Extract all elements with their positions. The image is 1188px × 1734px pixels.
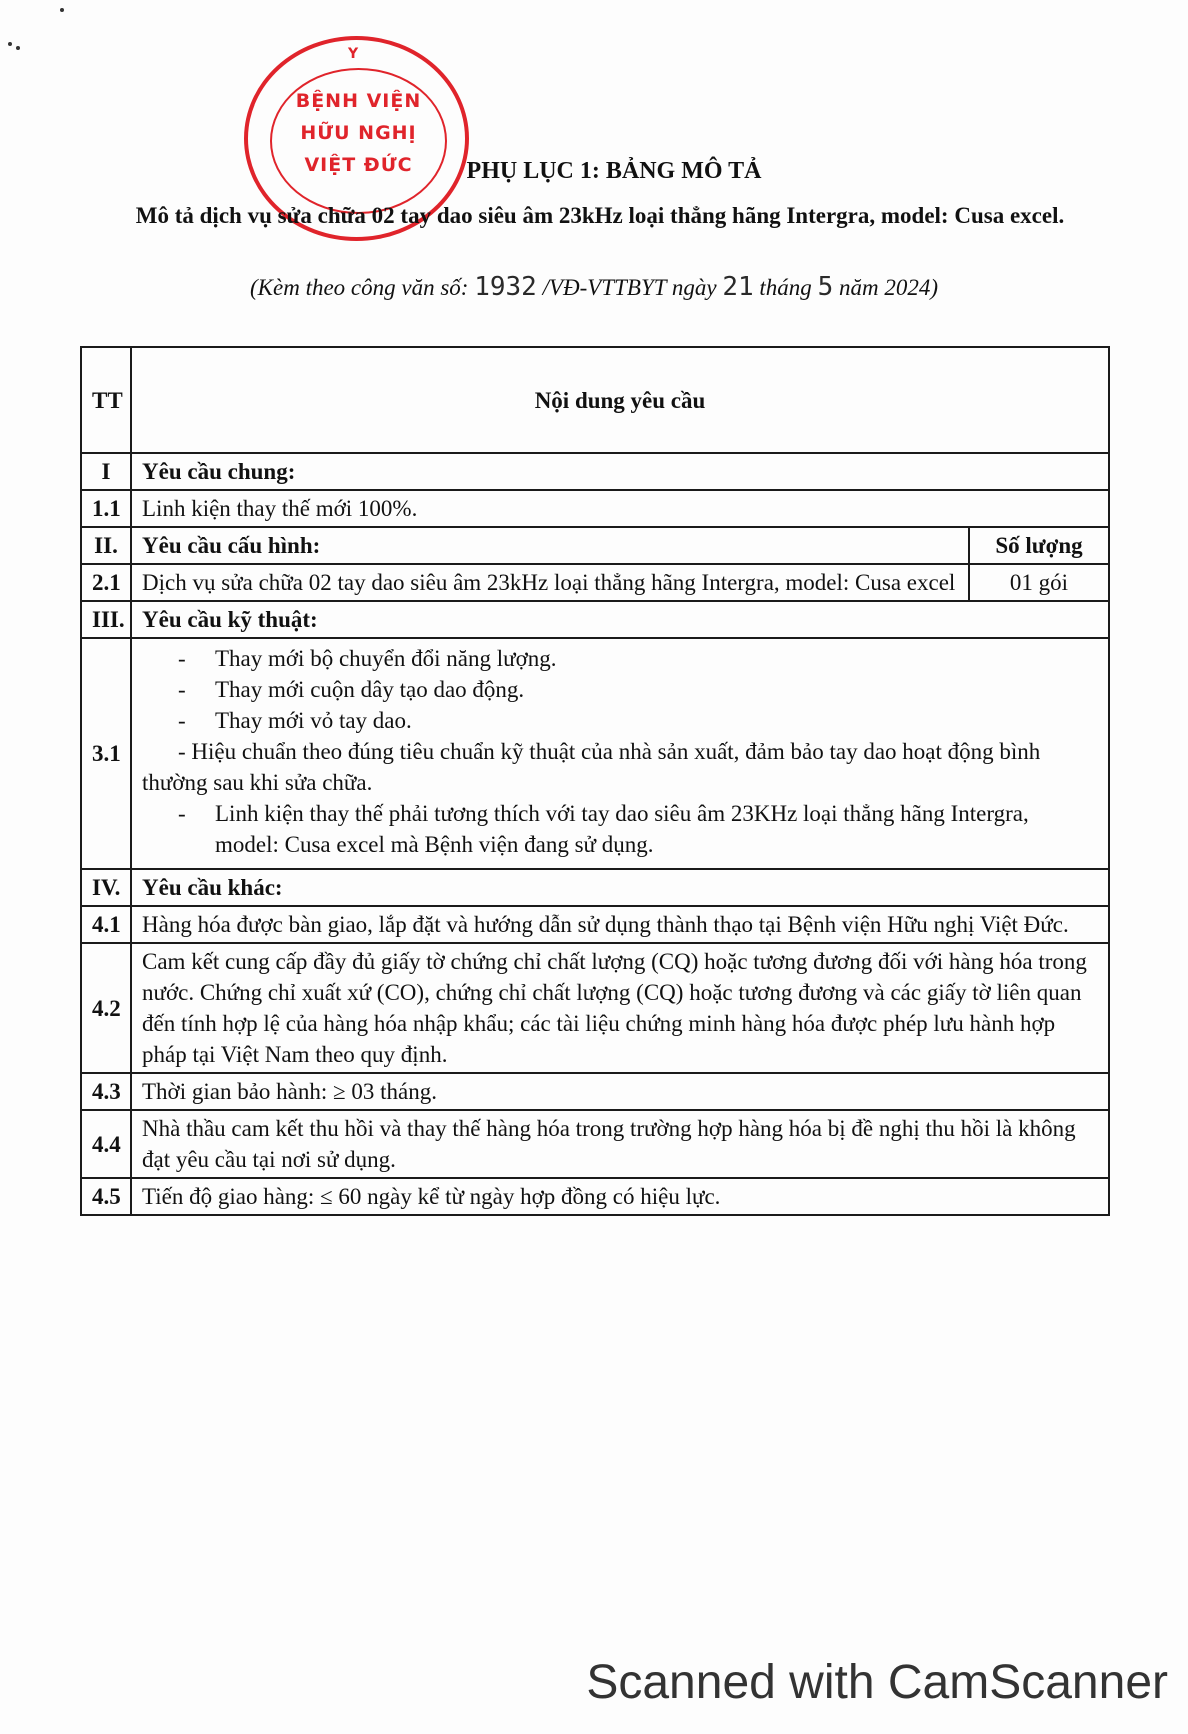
row-text: Nhà thầu cam kết thu hồi và thay thế hàng hóa trong trường hợp hàng hóa bị đề nghị thu hồi là không đạt yêu cầu tại nơi sử dụng.: [131, 1110, 1109, 1178]
scan-speck: [60, 8, 64, 12]
ref-month-label: tháng: [759, 275, 812, 300]
ref-code: /VĐ-VTTBYT: [542, 275, 667, 300]
ref-day-handwritten: 21: [722, 272, 754, 302]
row-text: [131, 638, 1109, 869]
row-number: 2.1: [81, 564, 131, 601]
list-item: - Hiệu chuẩn theo đúng tiêu chuẩn kỹ thuật của nhà sản xuất, đảm bảo tay dao hoạt động bình thường sau khi sửa chữa.: [142, 739, 1041, 795]
reference-line: [0, 272, 1188, 302]
section-row: [81, 527, 1109, 564]
quantity-header: Số lượng: [969, 527, 1109, 564]
list-item: - Thay mới vỏ tay dao.: [142, 705, 1098, 736]
section-title: Yêu cầu chung:: [131, 453, 1109, 490]
row-number: 4.1: [81, 906, 131, 943]
row-number: 4.5: [81, 1178, 131, 1215]
ref-month-handwritten: 5: [817, 272, 834, 302]
list-item: - Thay mới bộ chuyển đổi năng lượng.: [142, 643, 1098, 674]
section-number: II.: [81, 527, 131, 564]
requirement-list: [142, 643, 1098, 860]
header-content: Nội dung yêu cầu: [131, 347, 1109, 453]
list-item: - Linh kiện thay thế phải tương thích với tay dao siêu âm 23KHz loại thẳng hãng Intergra, model: Cusa excel mà Bệnh viện đang sử dụng.: [142, 798, 1098, 860]
ref-prefix: (Kèm theo công văn số:: [250, 275, 469, 300]
row-number: 3.1: [81, 638, 131, 869]
section-number: IV.: [81, 869, 131, 906]
table-row: [81, 564, 1109, 601]
table-row: [81, 1178, 1109, 1215]
section-row: [81, 453, 1109, 490]
row-text: Cam kết cung cấp đầy đủ giấy tờ chứng chỉ chất lượng (CQ) hoặc tương đương đối với hàng hóa trong nước. Chứng chỉ xuất xứ (CO), chứng chỉ chất lượng (CQ) hoặc tương đương và các giấy tờ liên quan đến tính hợp lệ của hàng hóa nhập khẩu; các tài liệu chứng minh hàng hóa được phép lưu hành hợp pháp tại Việt Nam theo quy định.: [131, 943, 1109, 1073]
stamp-line-1: BỆNH VIỆN: [295, 90, 422, 112]
appendix-title: PHỤ LỤC 1: BẢNG MÔ TẢ: [466, 158, 762, 184]
stamp-inner-ring: [270, 68, 447, 214]
section-number: I: [81, 453, 131, 490]
list-item: - Thay mới cuộn dây tạo dao động.: [142, 674, 1098, 705]
section-title: Yêu cầu cấu hình:: [131, 527, 969, 564]
scanner-watermark: Scanned with CamScanner: [586, 1656, 1168, 1709]
row-number: 4.4: [81, 1110, 131, 1178]
row-quantity: 01 gói: [969, 564, 1109, 601]
section-row: [81, 601, 1109, 638]
header-tt: TT: [81, 347, 131, 453]
table-row: [81, 1110, 1109, 1178]
table-row: [81, 1073, 1109, 1110]
row-text: Linh kiện thay thế mới 100%.: [131, 490, 1109, 527]
ref-day-label: ngày: [671, 275, 717, 300]
row-text: Hàng hóa được bàn giao, lắp đặt và hướng dẫn sử dụng thành thạo tại Bệnh viện Hữu nghị Việt Đức.: [131, 906, 1109, 943]
document-subtitle: Mô tả dịch vụ sửa chữa 02 tay dao siêu âm 23kHz loại thẳng hãng Intergra, model: Cusa excel.: [135, 203, 1065, 228]
table-header-row: [81, 347, 1109, 453]
section-title: Yêu cầu kỹ thuật:: [131, 601, 1109, 638]
section-number: III.: [81, 601, 131, 638]
row-number: 4.2: [81, 943, 131, 1073]
row-text: Tiến độ giao hàng: ≤ 60 ngày kể từ ngày hợp đồng có hiệu lực.: [131, 1178, 1109, 1215]
table-row: [81, 638, 1109, 869]
scan-speck: [8, 42, 12, 46]
table-row: [81, 906, 1109, 943]
row-number: 1.1: [81, 490, 131, 527]
section-title: Yêu cầu khác:: [131, 869, 1109, 906]
requirements-table: [80, 346, 1110, 1216]
stamp-line-2: HỮU NGHỊ: [300, 122, 417, 144]
stamp-line-3: VIỆT ĐỨC: [304, 154, 413, 176]
table-row: [81, 943, 1109, 1073]
row-number: 4.3: [81, 1073, 131, 1110]
ref-number-handwritten: 1932: [474, 272, 537, 302]
row-text: Thời gian bảo hành: ≥ 03 tháng.: [131, 1073, 1109, 1110]
stamp-mark: Y: [348, 46, 359, 62]
row-text: Dịch vụ sửa chữa 02 tay dao siêu âm 23kHz loại thẳng hãng Intergra, model: Cusa excel: [131, 564, 969, 601]
section-row: [81, 869, 1109, 906]
ref-year: năm 2024): [838, 275, 938, 300]
table-row: [81, 490, 1109, 527]
scan-speck: [16, 46, 20, 50]
